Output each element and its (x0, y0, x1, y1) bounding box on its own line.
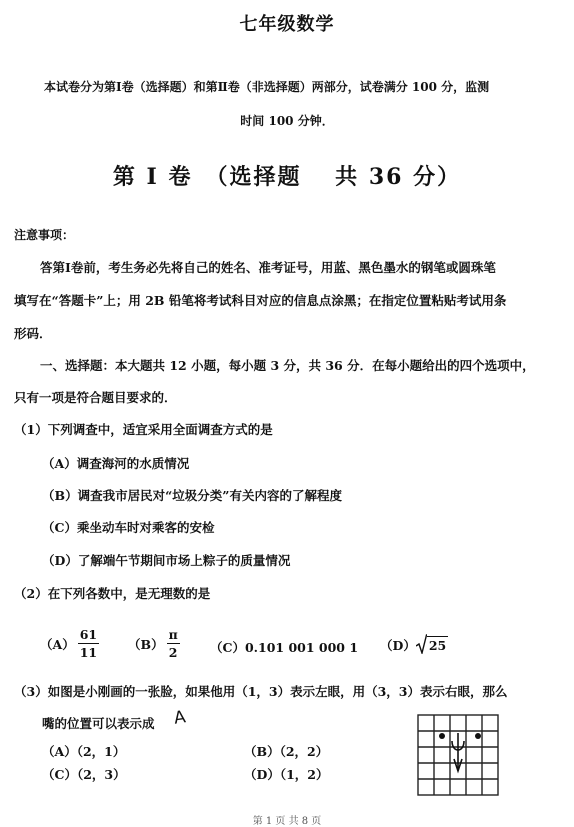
notice-line: 答第Ⅰ卷前，考生务必先将自己的姓名、准考证号，用蓝、黑色墨水的钢笔或圆珠笔 (40, 260, 496, 275)
exam-title: 七年级数学 (239, 14, 335, 35)
question-2-option-a (40, 626, 102, 661)
question-1-option-b: （B）调查我市居民对“垃圾分类”有关内容的了解程度 (42, 488, 342, 503)
radicand: 25 (428, 638, 447, 653)
question-1-option-d: （D）了解端午节期间市场上粽子的质量情况 (42, 553, 291, 568)
handwritten-answer-mark: A (172, 707, 187, 729)
question-3-stem: 嘴的位置可以表示成 (42, 716, 155, 731)
question-3-stem: （3）如图是小刚画的一张脸，如果他用（1，3）表示左眼，用（3，3）表示右眼，那么 (14, 684, 508, 699)
page-footer: 第 1 页 共 8 页 (252, 816, 322, 827)
section-heading: 第 Ⅰ 卷 （选择题 共 36 分） (112, 164, 462, 190)
part-one-instructions: 只有一项是符合题目要求的． (14, 390, 177, 405)
question-1-option-c: （C）乘坐动车时对乘客的安检 (42, 520, 215, 535)
question-1-option-a: （A）调查海河的水质情况 (42, 456, 190, 471)
right-eye-dot (475, 733, 481, 739)
square-root (416, 634, 448, 654)
numerator: π (168, 627, 178, 642)
exam-intro-line: 时间 100 分钟． (240, 114, 334, 128)
exam-intro-line: 本试卷分为第Ⅰ卷（选择题）和第Ⅱ卷（非选择题）两部分，试卷满分 100 分，监测 (44, 80, 490, 94)
left-eye-dot (439, 733, 445, 739)
numerator: 61 (79, 627, 98, 642)
question-3-option-d: （D）（1，2） (244, 767, 329, 782)
radical-sign-icon (416, 634, 427, 654)
question-2-option-b (128, 626, 183, 661)
face-grid-figure (416, 713, 500, 797)
question-3-option-a: （A）（2，1） (42, 744, 126, 759)
question-1-stem: （1）下列调查中，适宜采用全面调查方式的是 (14, 422, 273, 437)
part-one-instructions: 一、选择题：本大题共 12 小题，每小题 3 分，共 36 分．在每小题给出的四个选项中， (40, 358, 535, 373)
notice-line: 填写在“答题卡”上；用 2B 铅笔将考试科目对应的信息点涂黑；在指定位置粘贴考试用条 (14, 293, 507, 308)
question-2-option-d (380, 634, 448, 654)
question-3-option-b: （B）（2，2） (244, 744, 329, 759)
option-label: （D） (380, 638, 416, 653)
fraction (78, 626, 99, 661)
question-2-stem: （2）在下列各数中，是无理数的是 (14, 586, 211, 601)
question-2-option-c: （C）0.101 001 000 1 (210, 640, 359, 655)
notice-heading: 注意事项： (14, 228, 75, 242)
denominator: 2 (168, 645, 178, 660)
notice-line: 形码． (14, 326, 52, 341)
fraction (167, 626, 180, 661)
denominator: 11 (79, 645, 98, 660)
question-3-option-c: （C）（2，3） (42, 767, 126, 782)
option-label: （B） (128, 636, 164, 652)
nose-mouth-stroke (452, 733, 464, 771)
option-label: （A） (40, 636, 75, 652)
